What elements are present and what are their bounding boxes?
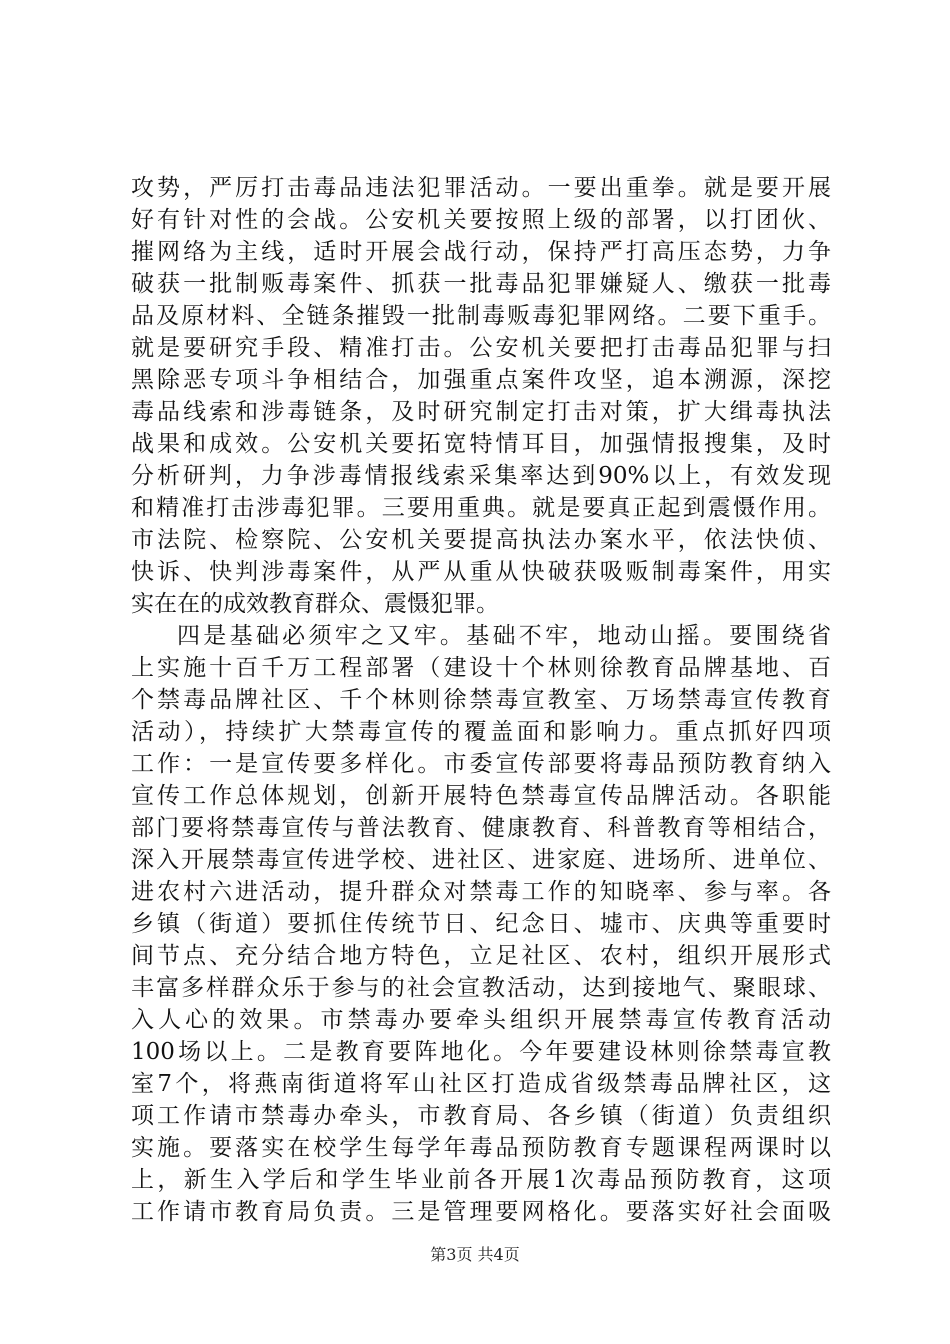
text-line: 宣传工作总体规划，创新开展特色禁毒宣传品牌活动。各职能	[131, 783, 831, 809]
text-line: 黑除恶专项斗争相结合，加强重点案件攻坚，追本溯源，深挖	[131, 367, 831, 393]
text-line: 破获一批制贩毒案件、抓获一批毒品犯罪嫌疑人、缴获一批毒	[131, 271, 831, 297]
text-line: 摧网络为主线，适时开展会战行动，保持严打高压态势，力争	[131, 239, 831, 265]
text-line: 毒品线索和涉毒链条，及时研究制定打击对策，扩大缉毒执法	[131, 399, 831, 425]
text-line: 入人心的效果。市禁毒办要牵头组织开展禁毒宣传教育活动	[131, 1007, 831, 1033]
text-line: 分析研判，力争涉毒情报线索采集率达到90%以上，有效发现	[131, 463, 831, 489]
text-line: 就是要研究手段、精准打击。公安机关要把打击毒品犯罪与扫	[131, 335, 831, 361]
text-line: 上实施十百千万工程部署（建设十个林则徐教育品牌基地、百	[131, 655, 831, 681]
text-line: 活动），持续扩大禁毒宣传的覆盖面和影响力。重点抓好四项	[131, 719, 831, 745]
text-line: 和精准打击涉毒犯罪。三要用重典。就是要真正起到震慑作用。	[131, 495, 831, 521]
text-line: 工作请市教育局负责。三是管理要网格化。要落实好社会面吸	[131, 1199, 831, 1225]
text-line: 工作：一是宣传要多样化。市委宣传部要将毒品预防教育纳入	[131, 751, 831, 777]
text-line: 品及原材料、全链条摧毁一批制毒贩毒犯罪网络。二要下重手。	[131, 303, 831, 329]
text-line: 进农村六进活动，提升群众对禁毒工作的知晓率、参与率。各	[131, 879, 831, 905]
text-line: 个禁毒品牌社区、千个林则徐禁毒宣教室、万场禁毒宣传教育	[131, 687, 831, 713]
text-line: 乡镇（街道）要抓住传统节日、纪念日、墟市、庆典等重要时	[131, 911, 831, 937]
text-line: 室7个，将燕南街道将军山社区打造成省级禁毒品牌社区，这	[131, 1071, 831, 1097]
page-footer	[0, 1245, 950, 1265]
text-line: 上，新生入学后和学生毕业前各开展1次毒品预防教育，这项	[131, 1167, 831, 1193]
text-line: 实在在的成效教育群众、震慑犯罪。	[131, 591, 499, 617]
text-line: 深入开展禁毒宣传进学校、进社区、进家庭、进场所、进单位、	[131, 847, 831, 873]
text-line: 好有针对性的会战。公安机关要按照上级的部署，以打团伙、	[131, 207, 831, 233]
body-text	[131, 172, 831, 1228]
paragraph-first-line: 四是基础必须牢之又牢。基础不牢，地动山摇。要围绕省	[177, 623, 831, 649]
text-line: 间节点、充分结合地方特色，立足社区、农村，组织开展形式	[131, 943, 831, 969]
text-line: 市法院、检察院、公安机关要提高执法办案水平，依法快侦、	[131, 527, 831, 553]
text-line: 战果和成效。公安机关要拓宽特情耳目，加强情报搜集，及时	[131, 431, 831, 457]
text-line: 项工作请市禁毒办牵头，市教育局、各乡镇（街道）负责组织	[131, 1103, 831, 1129]
text-line: 攻势，严厉打击毒品违法犯罪活动。一要出重拳。就是要开展	[131, 175, 831, 201]
text-line: 快诉、快判涉毒案件，从严从重从快破获吸贩制毒案件，用实	[131, 559, 831, 585]
text-line: 100场以上。二是教育要阵地化。今年要建设林则徐禁毒宣教	[131, 1039, 831, 1065]
page-number-label: 第3页 共4页	[430, 1245, 520, 1264]
text-line: 丰富多样群众乐于参与的社会宣教活动，达到接地气、聚眼球、	[131, 975, 831, 1001]
text-line: 部门要将禁毒宣传与普法教育、健康教育、科普教育等相结合，	[131, 815, 831, 841]
text-line: 实施。要落实在校学生每学年毒品预防教育专题课程两课时以	[131, 1135, 831, 1161]
